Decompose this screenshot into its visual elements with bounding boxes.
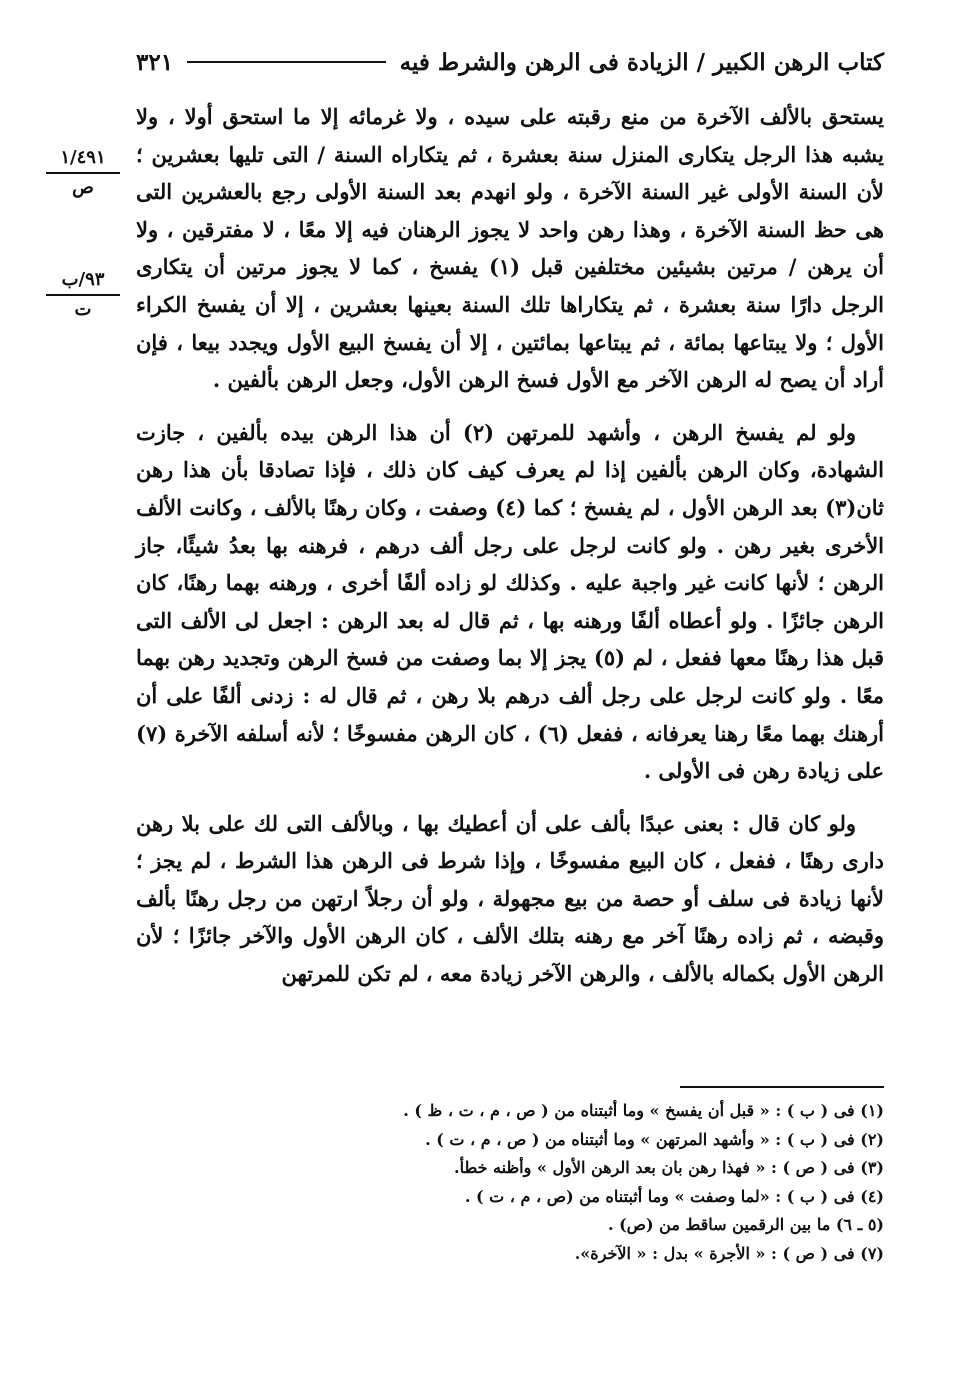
paragraph: ولو كان قال : بعنى عبدًا بألف على أن أعطيك بها ، وبالألف التى لك على بلا رهن دارى رهنًا ، ففعل ، كان البيع مفسوخًا ، وإذا شرط فى الرهن هذا الشرط ، لم يجز ؛ لأنها زيادة فى سلف أو حصة من بيع مجهولة ، ولو أن رجلاً ارتهن من رجل رهنًا بألف وقبضه ، ثم زاده رهنًا آخر مع رهنه بتلك الألف ، كان الرهن الأول والآخر جائزًا ؛ لأن الرهن الأول بكماله بالألف ، والرهن الآخر زيادة معه ، لم تكن للمرتهن — [136, 810, 884, 987]
footnote: (١) فى ( ب ) : « قبل أن يفسخ » وما أثبتناه من ( ص ، م ، ت ، ظ ) . — [403, 1101, 884, 1120]
footnote: (٤) فى ( ب ) : «لما وصفت » وما أثبتناه من (ص ، م ، ت ) . — [464, 1186, 884, 1206]
margin-note-siglum: ت — [74, 299, 92, 320]
paragraph: يستحق بالألف الآخرة من منع رقبته على سيده ، ولا غرمائه إلا ما استحق أولا ، ولا يشبه هذا الرجل يتكارى المنزل سنة بعشرة ، ثم يتكاراه السنة / التى تليها بعشرين ؛ لأن السنة الأولى غير السنة الآخرة ، ولو انهدم بعد السنة الأولى رجع بالعشرين التى هى حظ السنة الآخرة ، وهذا رهن واحد لا يجوز الرهنان فيه إلا معًا ، لا مفترقين ، ولا أن يرهن / مرتين بشيئين مختلفين قبل (١) يفسخ ، كما لا يجوز مرتين أن يتكارى الرجل دارًا سنة بعشرة ، ثم يتكاراها تلك السنة بعينها بعشرين ، إلا أن يفسخ الكراء الأول ؛ ولا يبتاعها بمائة ، ثم يبتاعها بمائتين ، إلا أن يفسخ البيع الأول ويجدد بيعا ، فإن أراد أن يصح له الرهن الآخر مع الأول فسخ الرهن الأول، وجعل الرهن بألفين . — [136, 104, 884, 393]
margin-note-folio: ٩٣/ب — [46, 268, 120, 296]
footnote: (٧) فى ( ص ) : « الأجرة » بدل : « الآخرة». — [574, 1243, 884, 1263]
running-header — [136, 42, 884, 82]
main-text — [136, 98, 884, 993]
footnote: (٥ ـ ٦) ما بين الرقمين ساقط من (ص) . — [607, 1215, 884, 1235]
footnote-separator — [680, 1086, 884, 1088]
page-number: ٣٢١ — [136, 48, 174, 76]
header-title: كتاب الرهن الكبير / الزيادة فى الرهن والشرط فيه — [399, 48, 884, 76]
footnote: (٢) فى ( ب ) : « وأشهد المرتهن » وما أثبتناه من ( ص ، م ، ت ) . — [425, 1129, 884, 1149]
margin-note-manuscript-ref — [46, 268, 120, 322]
margin-note-siglum: ص — [72, 177, 94, 198]
header-rule — [187, 61, 386, 63]
paragraph: ولو لم يفسخ الرهن ، وأشهد للمرتهن (٢) أن هذا الرهن بيده بألفين ، جازت الشهادة، وكان الرهن بألفين إذا لم يعرف كيف كان ذلك ، فإذا تصادقا بأن هذا رهن ثان(٣) بعد الرهن الأول ، لم يفسخ ؛ كما (٤) وصفت ، وكان رهنًا بالألف ، وكانت الألف الأخرى بغير رهن . ولو كانت لرجل على رجل ألف درهم ، فرهنه بها بعدُ شيئًا، جاز الرهن ؛ لأنها كانت غير واجبة عليه . وكذلك لو زاده ألفًا أخرى ، ورهنه بهما رهنًا، كان الرهن جائزًا . ولو أعطاه ألفًا ورهنه بها ، ثم قال له بعد الرهن : اجعل لى الألف التى قبل هذا رهنًا معها ففعل ، لم (٥) يجز إلا بما وصفت من فسخ الرهن وتجديد رهن بهما معًا . ولو كانت لرجل على رجل ألف درهم بلا رهن ، ثم قال له : زدنى ألفًا على أن أرهنك بهما معًا رهنا يعرفانه ، ففعل (٦) ، كان الرهن مفسوخًا ؛ لأنه أسلفه الآخرة (٧) على زيادة رهن فى الأولى . — [136, 419, 884, 784]
footnote: (٣) فى ( ص ) : « فهذا رهن بان بعد الرهن الأول » وأظنه خطأ. — [454, 1158, 884, 1178]
margin-note-manuscript-ref — [46, 146, 120, 200]
footnotes — [300, 1097, 884, 1269]
margin-note-folio: ١/٤٩١ — [46, 146, 120, 174]
